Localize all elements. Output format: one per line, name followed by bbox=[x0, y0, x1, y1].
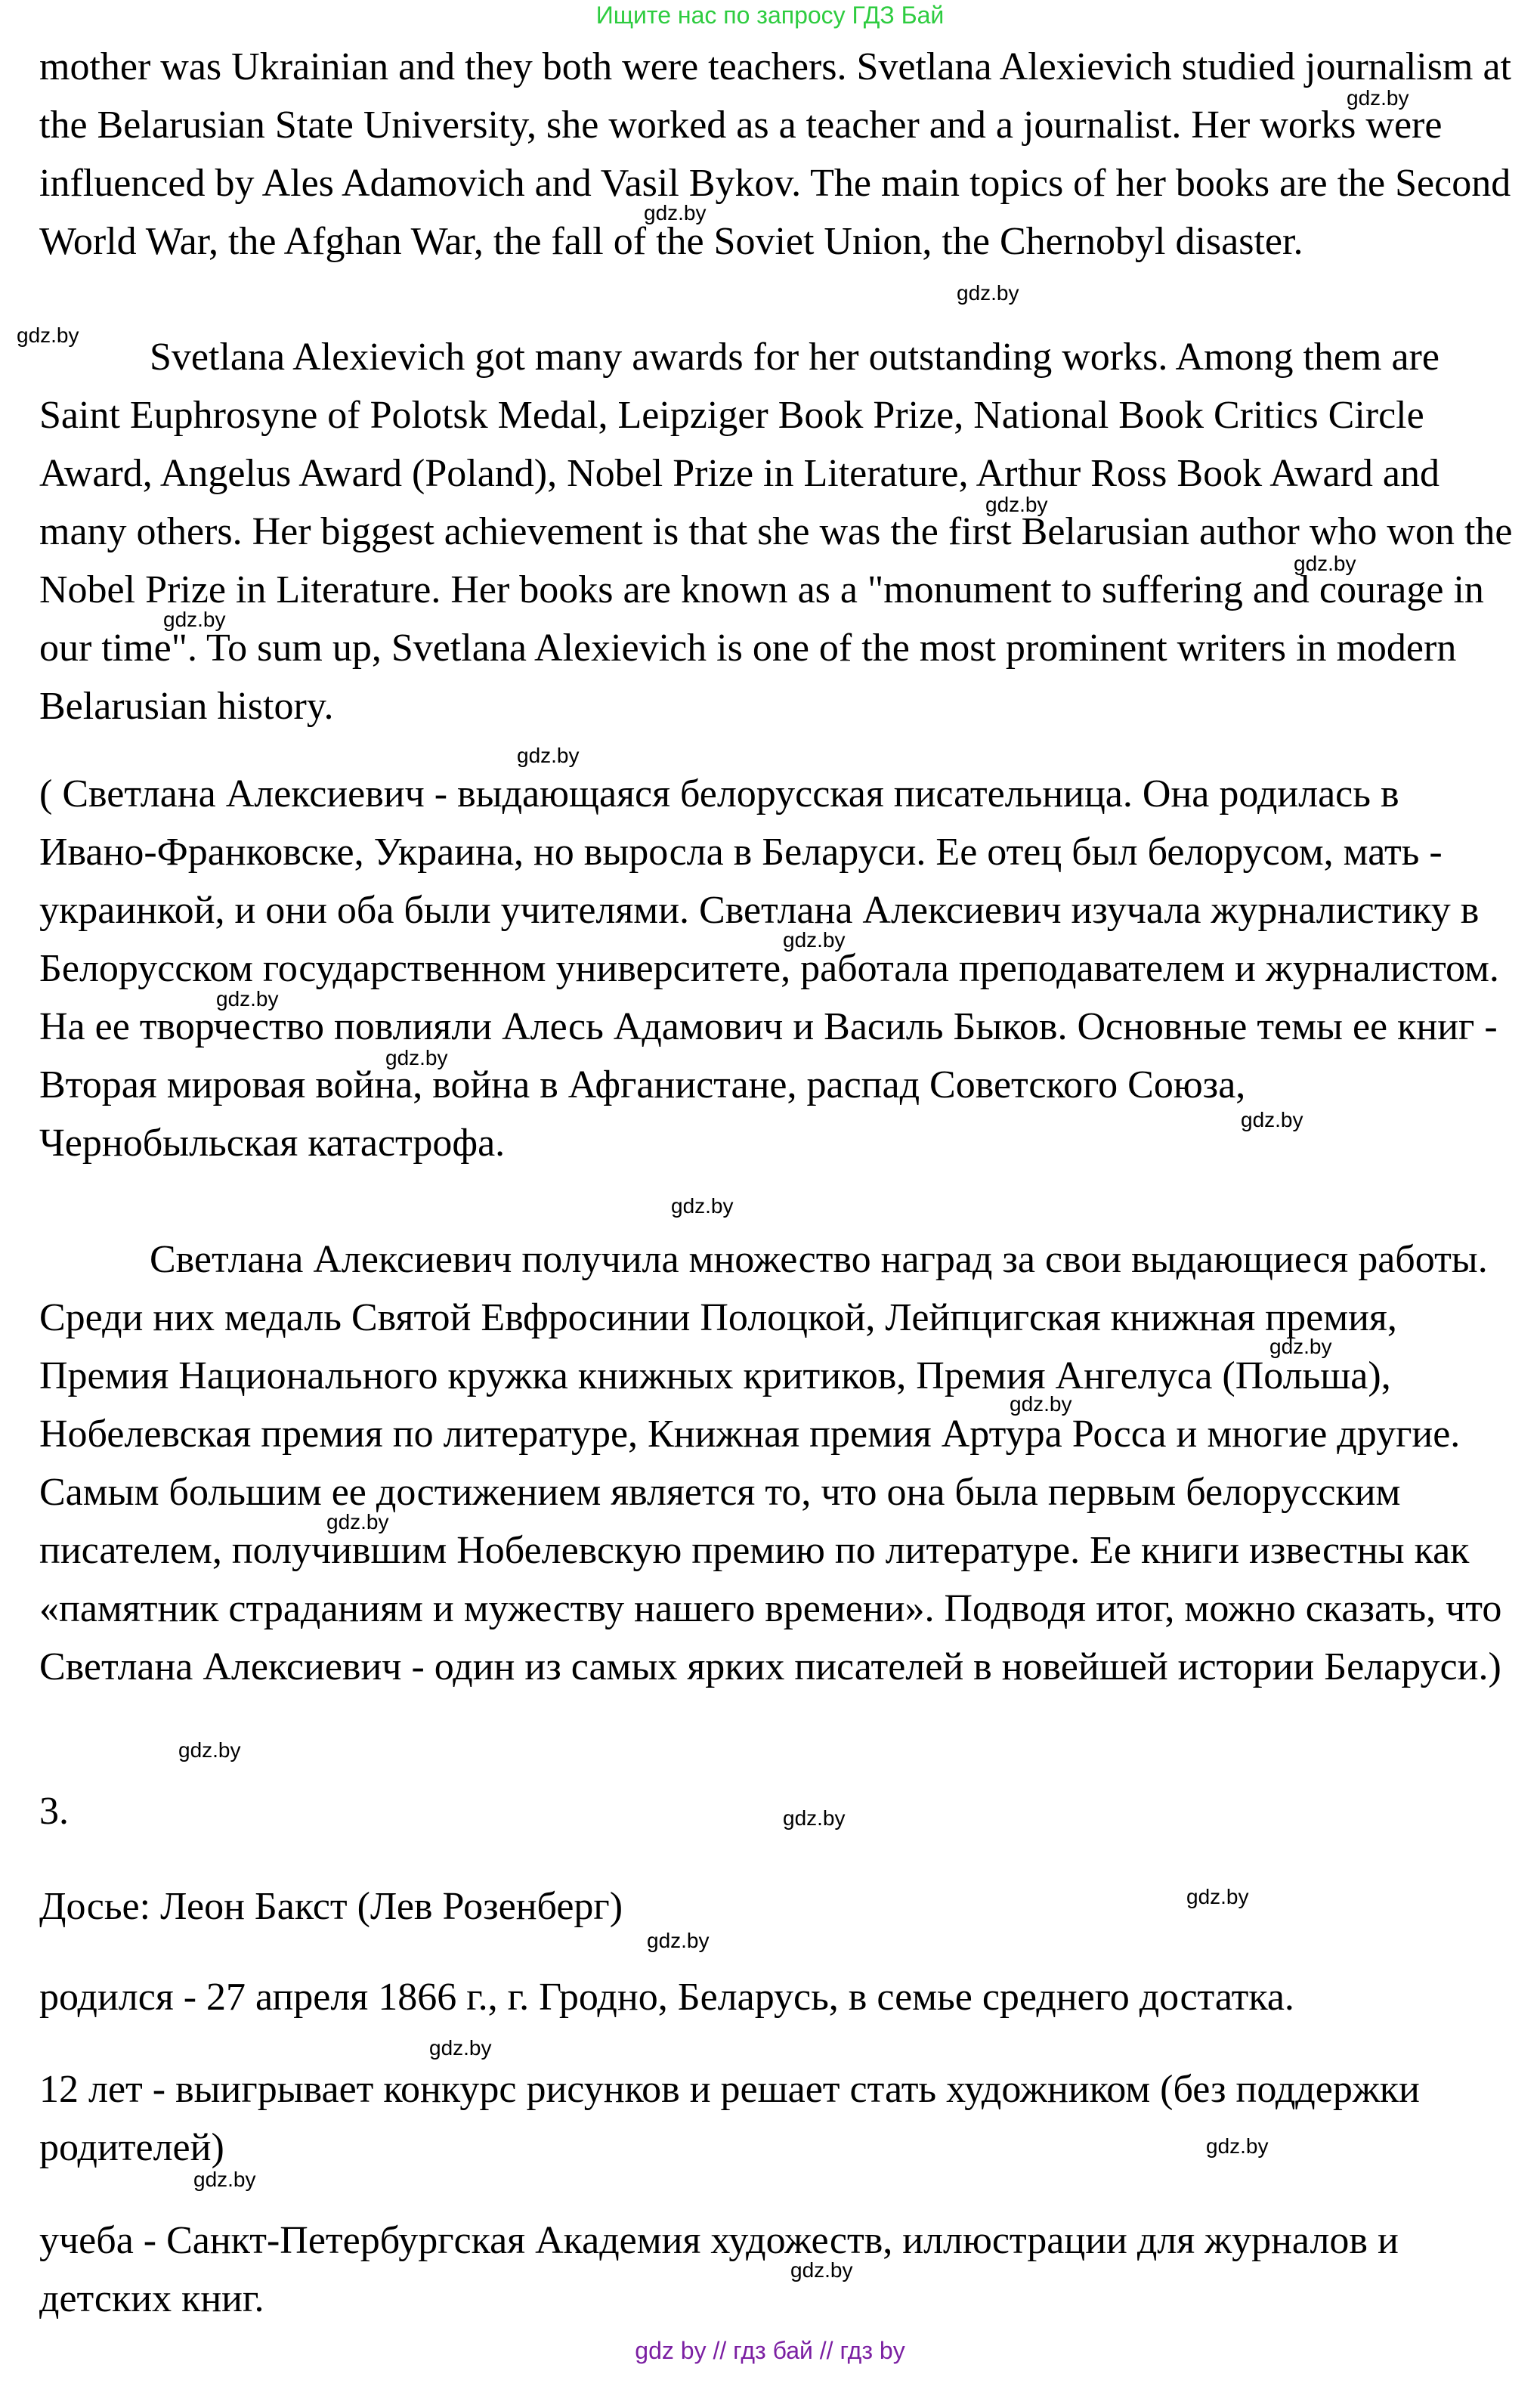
watermark: gdz.by bbox=[1294, 552, 1356, 575]
watermark: gdz.by bbox=[429, 2036, 492, 2060]
watermark: gdz.by bbox=[957, 281, 1019, 305]
watermark: gdz.by bbox=[783, 1806, 846, 1830]
dossier-title: Досье: Леон Бакст (Лев Розенберг) bbox=[39, 1885, 623, 1928]
watermark: gdz.by bbox=[178, 1738, 241, 1762]
task-number: 3. bbox=[39, 1790, 69, 1833]
watermark: gdz.by bbox=[1206, 2134, 1269, 2158]
watermark: gdz.by bbox=[1269, 1335, 1332, 1358]
watermark: gdz.by bbox=[985, 493, 1048, 516]
russian-paragraph-1: ( Светлана Алексиевич - выдающаяся белорусская писательница. Она родилась в Ивано-Франковске, Украина, но выросла в Беларуси. Ее отец был белорусом, мать - украинкой, и они оба были учителями. Светлана Алексиевич изучала журналистику в Белорусском государственном университете, работала преподавателем и журналистом. На ее творчество повлияли Алесь Адамович и Василь Быков. Основные темы ее книг - Вторая мировая война, война в Афганистане, распад Советского Союза, Чернобыльская катастрофа. bbox=[39, 772, 1499, 1165]
watermark: gdz.by bbox=[216, 987, 279, 1010]
watermark: gdz.by bbox=[644, 201, 707, 224]
watermark: gdz.by bbox=[1186, 1885, 1249, 1908]
watermark: gdz.by bbox=[1347, 86, 1409, 110]
footer-site-links[interactable]: gdz by // гдз бай // гдз by bbox=[635, 2337, 905, 2364]
dossier-study: учеба - Санкт-Петербургская Академия художеств, иллюстрации для журналов и детских книг. bbox=[39, 2219, 1399, 2320]
english-paragraph-1: mother was Ukrainian and they both were teachers. Svetlana Alexievich studied journalism at the Belarusian State University, she worked as a teacher and a journalist. Her works were influenced by Ales Adamovich and Vasil Bykov. The main topics of her books are the Second World War, the Afghan War, the fall of the Soviet Union, the Chernobyl disaster. bbox=[39, 45, 1511, 263]
watermark: gdz.by bbox=[790, 2258, 853, 2282]
russian-paragraph-2: Светлана Алексиевич получила множество наград за свои выдающиеся работы. Среди них медаль Святой Евфросинии Полоцкой, Лейпцигская книжная премия, Премия Национального кружка книжных критиков, Премия Ангелуса (Польша), Нобелевская премия по литературе, Книжная премия Артура Росса и многие другие. Самым большим ее достижением является то, что она была первым белорусским писателем, получившим Нобелевскую премию по литературе. Ее книги известны как «памятник страданиям и мужеству нашего времени». Подводя итог, можно сказать, что Светлана Алексиевич - один из самых ярких писателей в новейшей истории Беларуси.) bbox=[39, 1238, 1502, 1688]
watermark: gdz.by bbox=[326, 1510, 389, 1533]
english-paragraph-2: Svetlana Alexievich got many awards for her outstanding works. Among them are Saint Euphrosyne of Polotsk Medal, Leipziger Book Prize, National Book Critics Circle Award, Angelus Award (Poland), Nobel Prize in Literature, Arthur Ross Book Award and many others. Her biggest achievement is that she was the first Belarusian author who won the Nobel Prize in Literature. Her books are known as a "monument to suffering and courage in our time". To sum up, Svetlana Alexievich is one of the most prominent writers in modern Belarusian history. bbox=[39, 336, 1513, 728]
watermark: gdz.by bbox=[193, 2168, 256, 2191]
watermark: gdz.by bbox=[671, 1194, 734, 1218]
watermark: gdz.by bbox=[517, 744, 580, 767]
watermark: gdz.by bbox=[647, 1929, 710, 1952]
watermark: gdz.by bbox=[783, 928, 846, 952]
dossier-age-12: 12 лет - выигрывает конкурс рисунков и решает стать художником (без поддержки родителей) bbox=[39, 2068, 1420, 2169]
watermark: gdz.by bbox=[1010, 1392, 1072, 1416]
watermark: gdz.by bbox=[17, 323, 79, 347]
header-search-link[interactable]: Ищите нас по запросу ГДЗ Бай bbox=[595, 2, 945, 29]
watermark: gdz.by bbox=[163, 608, 226, 631]
dossier-born: родился - 27 апреля 1866 г., г. Гродно, Беларусь, в семье среднего достатка. bbox=[39, 1976, 1294, 2019]
watermark: gdz.by bbox=[385, 1046, 448, 1069]
watermark: gdz.by bbox=[1241, 1108, 1303, 1131]
